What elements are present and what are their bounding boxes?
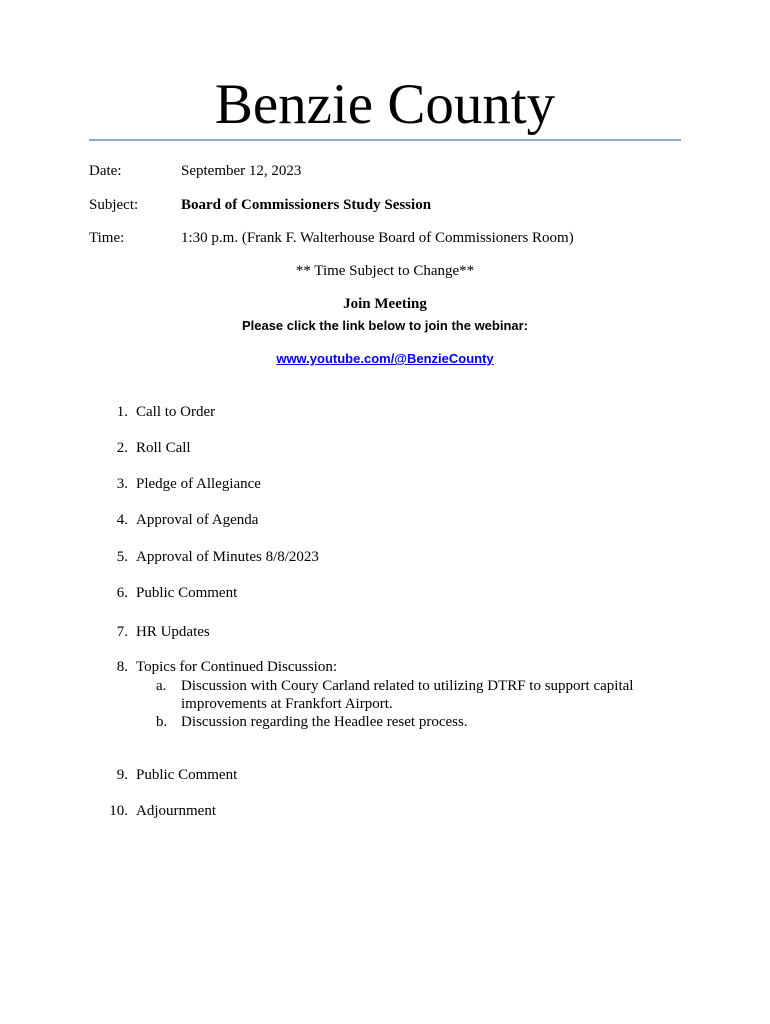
agenda-text: HR Updates: [136, 624, 210, 640]
agenda-sub-text: Discussion regarding the Headlee reset process.: [181, 714, 468, 730]
agenda-text: Approval of Minutes 8/8/2023: [136, 549, 319, 565]
webinar-link-wrap: [0, 351, 770, 367]
agenda-number: 1.: [116, 404, 128, 420]
date-value: September 12, 2023: [181, 163, 302, 179]
agenda-number: 7.: [116, 624, 128, 640]
subject-value: Board of Commissioners Study Session: [181, 197, 432, 213]
time-change-notice: ** Time Subject to Change**: [295, 263, 475, 279]
agenda-text: Adjournment: [136, 803, 216, 819]
agenda-number: 6.: [116, 585, 128, 601]
time-value: 1:30 p.m. (Frank F. Walterhouse Board of Commissioners Room): [181, 230, 574, 246]
title-rule: [89, 139, 681, 141]
subject-label: Subject:: [89, 197, 139, 213]
agenda-text: Topics for Continued Discussion:: [136, 659, 338, 675]
time-label: Time:: [89, 230, 125, 246]
agenda-sub-text: Discussion with Coury Carland related to utilizing DTRF to support capital improvements at Frankfort Airport.: [181, 678, 634, 712]
agenda-number: 3.: [116, 476, 128, 492]
agenda-number: 4.: [116, 512, 128, 528]
agenda-number: 2.: [116, 440, 128, 456]
agenda-sub-letter: b.: [156, 714, 168, 730]
join-heading: Join Meeting: [343, 296, 427, 312]
agenda-text: Roll Call: [136, 440, 191, 456]
webinar-link[interactable]: www.youtube.com/@BenzieCounty: [276, 351, 494, 366]
agenda-text: Approval of Agenda: [136, 512, 259, 528]
agenda-text: Call to Order: [136, 404, 216, 420]
agenda-sub-letter: a.: [156, 678, 167, 694]
agenda-text: Pledge of Allegiance: [136, 476, 261, 492]
agenda-text: Public Comment: [136, 767, 238, 783]
page-title: Benzie County: [214, 73, 556, 136]
agenda-number: 8.: [116, 659, 128, 675]
agenda-number: 10.: [109, 803, 128, 819]
agenda-number: 5.: [116, 549, 128, 565]
agenda-number: 9.: [116, 767, 128, 783]
date-label: Date:: [89, 163, 122, 179]
agenda-text: Public Comment: [136, 585, 238, 601]
join-instruction: Please click the link below to join the webinar:: [241, 318, 529, 333]
